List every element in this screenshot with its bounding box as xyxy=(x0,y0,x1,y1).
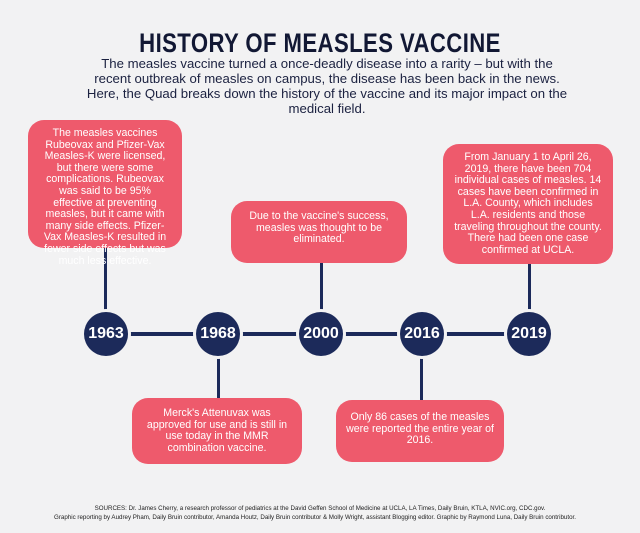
event-text-1963: The measles vaccines Rubeovax and Pfizer-Vax Measles-K were licensed, but there were some complications. Rubeovax was said to be 95% effective at preventing measles, but it came with many side effects. Pfizer-Vax Measles-K resulted in fewer side effects but was much less effective. xyxy=(43,127,167,267)
credits-line: Graphic reporting by Audrey Pham, Daily Bruin contributor, Amanda Houtz, Daily Bruin contributor & Molly Wright, assistant Blogging editor. Graphic by Raymond Luna, Daily Bruin contributor. xyxy=(54,514,576,521)
event-card-2000 xyxy=(231,201,407,263)
event-text-2019: From January 1 to April 26, 2019, there have been 704 individual cases of measles. 14 cases have been confirmed in L.A. County, which includes L.A. residents and those traveling throughout the county. There had been one case confirmed at UCLA. xyxy=(454,151,602,256)
event-text-1968: Merck's Attenuvax was approved for use and is still in use today in the MMR combination vaccine. xyxy=(146,407,288,454)
sources-footer xyxy=(0,504,640,522)
sources-line: SOURCES: Dr. James Cherry, a research professor of pediatrics at the David Geffen School of Medicine at UCLA, LA Times, Daily Bruin, KTLA, NVIC.org, CDC.gov. xyxy=(94,505,546,512)
year-node-2000: 2000 xyxy=(299,312,343,356)
event-text-2016: Only 86 cases of the measles were reported the entire year of 2016. xyxy=(346,411,494,447)
year-node-1963: 1963 xyxy=(84,312,128,356)
event-card-1968 xyxy=(132,398,302,464)
year-node-2019: 2019 xyxy=(507,312,551,356)
year-node-2016: 2016 xyxy=(400,312,444,356)
intro-paragraph: The measles vaccine turned a once-deadly disease into a rarity – but with the recent outbreak of measles on campus, the disease has been back in the news. Here, the Quad breaks down the history of the vaccine and its major impact on the medical field. xyxy=(86,56,568,116)
event-text-2000: Due to the vaccine's success, measles was thought to be eliminated. xyxy=(249,210,389,246)
event-card-2016 xyxy=(336,400,504,462)
event-card-1963 xyxy=(28,120,182,267)
page-title: HISTORY OF MEASLES VACCINE xyxy=(139,28,501,58)
event-card-2019 xyxy=(443,144,613,264)
year-node-1968: 1968 xyxy=(196,312,240,356)
